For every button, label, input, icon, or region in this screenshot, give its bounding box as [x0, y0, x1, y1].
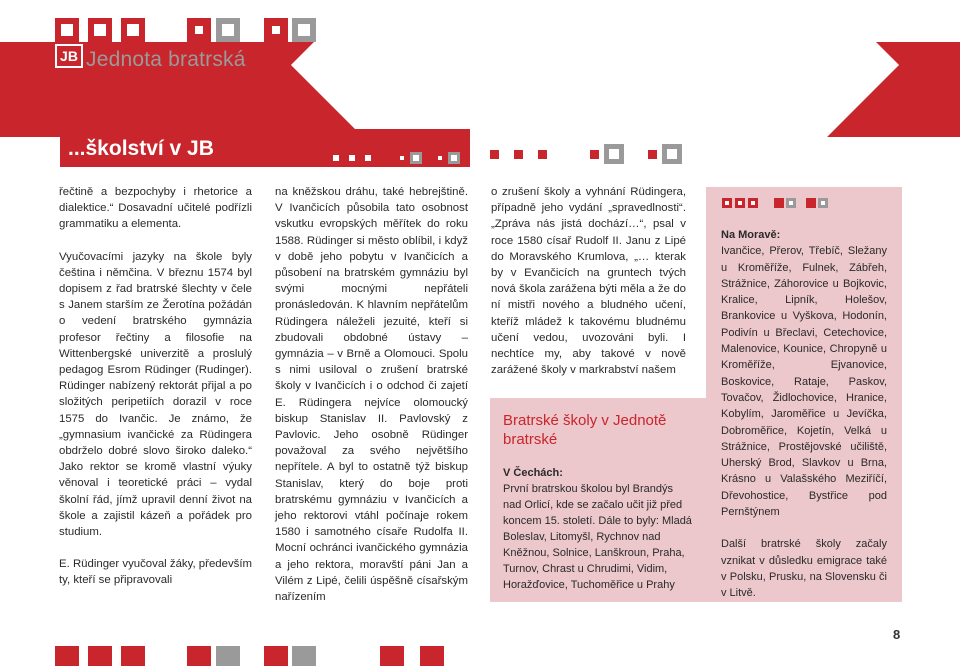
header-title: Jednota bratrská [86, 48, 246, 71]
box-cechy-text: První bratrskou školou byl Brandýs nad Orlicí, kde se začalo učit již před koncem 15. století. Dále to byly: Mladá Boleslav, Litomyšl, Rychnov nad Kněžnou, Solnice, Lanškroun, Praha, Turnov, Chrast u Chrudimi, Vidim, Horažďovice, Tuchoměřice u Prahy [503, 483, 692, 591]
box-cechy-label: V Čechách: [503, 467, 563, 479]
box-morava-label: Na Moravě: [721, 229, 781, 241]
paragraph: o zrušení školy a vyhnání Rüdingera, případně jeho vydání „spravedlnosti“. „Zpráva nás jistá dochází…“, psal v roce 1580 císař Rudolf II. Janu z Lipé do Moravského Krumlova, „… kterak by v Evančicích na gruntech tvých nová škola zarážena býti měla a že do ní mistři nového a bludného učení, kteříž mládež k takovému bludnému učení vedou, uvozováni byli. I nechtíce my, aby takové v nově zarážené školy v markrabství našem [491, 186, 686, 377]
text-column-1 [59, 184, 252, 589]
svg-text:JB: JB [60, 48, 78, 64]
paragraph: řečtině a bezpochyby i rhetorice a dialektice.“ Dosavadní učitelé podřízli grammatiku a elementa. [59, 186, 252, 231]
paragraph: Vyučovacími jazyky na škole byly čeština i němčina. V březnu 1574 byl dopisem z řad bratrské šlechty v čele s Janem starším ze Žerotína požádán o vedení bratrského gymnázia profesor řečtiny a filosofie na Wittenbergské univerzitě a proslulý pedagog Esrom Rüdinger (Rudinger). Rüdinger nabízený rektorát přijal a po složitých peripetiích dorazil v roce 1575 do Ivančic. Je známo, že „gymnasium ivančické za Rüdingera obdrželo dobré slovo široko daleko.“ Jako rektor se kromě vlastní výuky věnoval i teoretické práci – vydal školní řád, jímž upravil denní život na škole a zajistil kázeň a pořádek pro studium. [59, 250, 252, 539]
section-title: ...školství v JB [68, 137, 214, 160]
box-cechy [503, 465, 693, 593]
text-column-3 [491, 184, 686, 394]
box-heading: Bratrské školy v Jednotě bratrské [503, 412, 667, 448]
page-number: 8 [893, 627, 901, 642]
paragraph: E. Rüdinger vyučoval žáky, především ty, kteří se připravovali [59, 558, 252, 587]
jb-logo [55, 44, 83, 68]
box-morava [721, 227, 887, 602]
box-morava-text: Ivančice, Přerov, Třebíč, Sležany u Kroměříže, Fulnek, Zábřeh, Strážnice, Záhorovice u Bojkovic, Kralice, Lipník, Holešov, Brankovice u Vyškova, Hodonín, Podivín u Břeclavi, Cetechovice, Malenovice, Kounice, Chropyně u Kroměříže, Ejvanovice, Boskovice, Rataje, Paskov, Tovačov, Židlochovice, Hranice, Kobylím, Jaroměřice u Jevíčka, Dobroměřice, Kojetín, Velká u Strážnice, Prostějovské učiliště, Uherský Brod, Slavkov u Brna, Krásno u Valašského Meziříčí, Dřevohostice, Bystřice pod Pernštýnem [721, 245, 887, 519]
box-morava-text-2: Další bratrské školy začaly vznikat v důsledku emigrace také v Polsku, Prusku, na Slovensku či v Litvě. [721, 538, 887, 600]
text-column-2 [275, 184, 468, 621]
paragraph: na kněžskou dráhu, také hebrejštině. V Ivančicích působila tato osobnost vskutku evropských měřítek do roku 1588. Rüdinger si město oblíbil, i když v době jeho pobytu v Ivančicích a působení na bratrském gymnáziu byl svými mocnými nepřáteli pronásledován. K hlavním nepřátelům Rüdingera náleželi jezuité, kteří si zbudovali obdobné ústavy – gymnázia – v Brně a Olomouci. Spolu s nimi usiloval o zrušení bratrské školy v Ivančicích i o odchod či zajetí E. Rüdingera nejvíce olomoucký biskup Stanislav II. Pavlovský z Pavlovic. Jeho osobně Rüdinger považoval za svého největšího nepřítele. A byl to ostatně týž biskup Stanislav, který do boje proti bratrskému gymnáziu v Ivančicích a jeho rektorovi vtáhl počínaje rokem 1580 i samotného císaře Rudolfa II. Mocní ochránci ivančického gymnázia a jeho rektora, moravští páni Jan a Vilém z Lipé, čelili úspěšně císařským nařízením [275, 186, 468, 604]
